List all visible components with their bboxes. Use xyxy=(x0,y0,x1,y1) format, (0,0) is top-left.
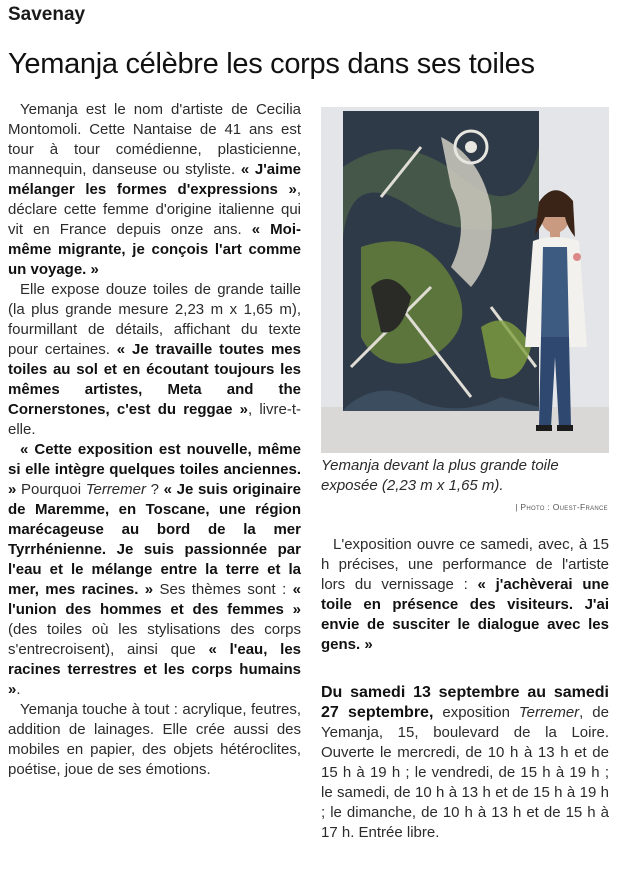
photo-credit: | Photo : Ouest-France xyxy=(515,502,608,512)
painting-photo-illustration xyxy=(321,107,609,453)
section-rubric: Savenay xyxy=(8,4,86,25)
paragraph-touche-a-tout: Yemanja touche à tout : acrylique, feutres, addition de lainages. Elle crée aussi des mobiles en papier, des objets hétéroclites, poétise, joue de ses émotions. xyxy=(8,701,301,778)
article-headline: Yemanja célèbre les corps dans ses toiles xyxy=(8,48,535,80)
paragraph-toiles: Elle expose douze toiles de grande taille (la plus grande mesure 2,23 m x 1,65 m), fourmillant de détails, affichant du texte pour certaines. « Je travaille toutes mes toiles au sol et en écoutant toujours les mêmes artistes, Meta and the Cornerstones, c'est du reggae », livre-t-elle. xyxy=(8,281,302,438)
paragraph-practical-info: Du samedi 13 septembre au samedi 27 septembre, exposition Terremer, de Yemanja, 15, boulevard de la Loire. Ouverte le mercredi, de 10 h à 13 h et de 15 h à 19 h ; le vendredi, de 15 h à 19 h ; le samedi, de 10 h à 13 h et de 15 h à 19 h ; le dimanche, de 10 h à 13 h et de 15 h à 17 h. Entrée libre. xyxy=(321,684,609,841)
paragraph-intro: Yemanja est le nom d'artiste de Cecilia Montomoli. Cette Nantaise de 41 ans est tour à tour comédienne, plasticienne, mannequin, danseuse ou styliste. « J'aime mélanger les formes d'expressions », déclare cette femme d'origine italienne qui vit en France depuis onze ans. « Moi-même migrante, je conçois l'art comme un voyage. » xyxy=(8,101,301,278)
article-column-left xyxy=(8,100,301,780)
photo-caption: Yemanja devant la plus grande toile exposée (2,23 m x 1,65 m). xyxy=(321,457,559,494)
paragraph-vernissage: L'exposition ouvre ce samedi, avec, à 15 h précises, une performance de l'artiste lors du vernissage : « j'achèverai une toile en présence des visiteurs. J'ai envie de susciter le dialogue avec les gens. » xyxy=(321,536,609,653)
article-photo xyxy=(321,107,609,453)
article-column-right xyxy=(321,535,609,843)
paragraph-terremer: « Cette exposition est nouvelle, même si elle intègre quelques toiles anciennes. » Pourquoi Terremer ? « Je suis originaire de Maremme, en Toscane, une région marécageuse au bord de la mer Tyrrhénienne. Je suis passionnée par l'eau et le mélange entre la terre et la mer, mes racines. » Ses thèmes sont : « l'union des hommes et des femmes » (des toiles où les stylisations des corps s'entrecroisent), ainsi que « l'eau, les racines terrestres et les corps humains ». xyxy=(8,441,302,698)
